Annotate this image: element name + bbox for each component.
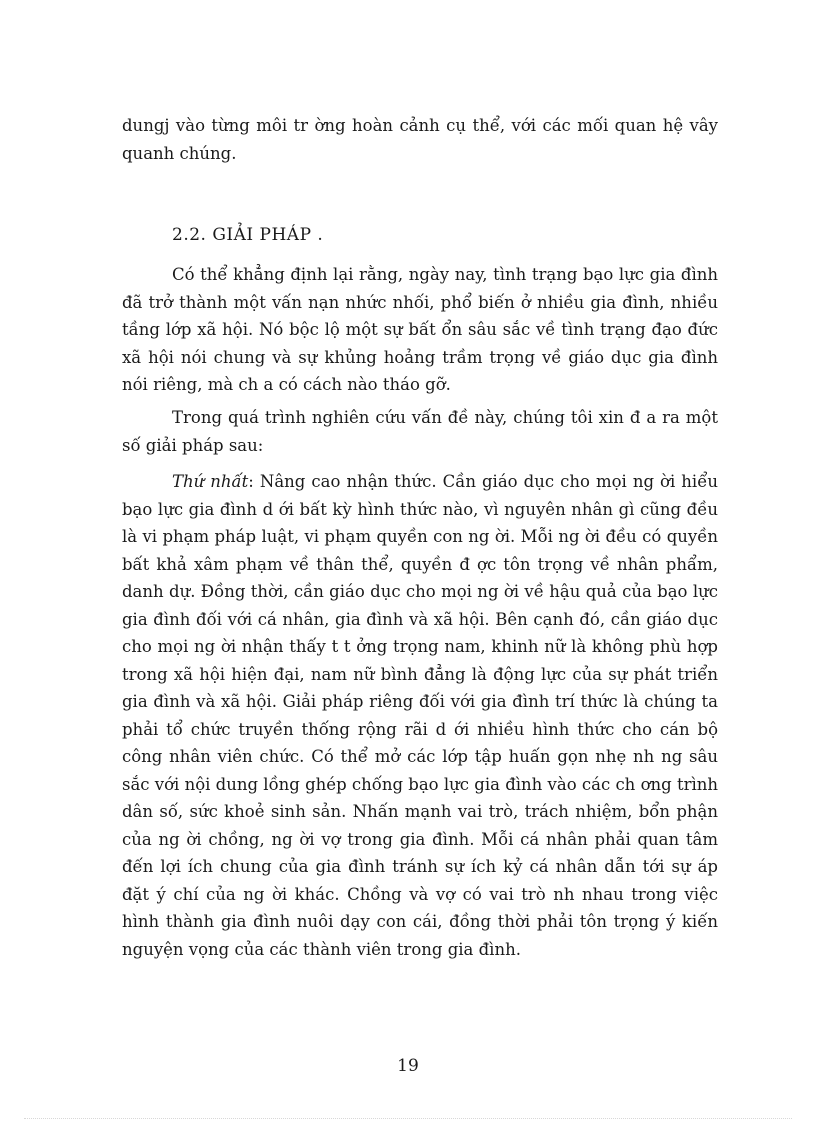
intro-paragraph: dungj vào từng môi tr ờng hoàn cảnh cụ thể, với các mối quan hệ vây quanh chúng.	[122, 116, 718, 163]
paragraph-3-body: : Nâng cao nhận thức. Cần giáo dục cho mọi ng ời hiểu bạo lực gia đình d ới bất kỳ hình thức nào, vì nguyên nhân gì cũng đều là vi phạm pháp luật, vi phạm quyền con ng ời. Mỗi ng ời đều có quyền bất khả xâm phạm về thân thể, quyền đ ợc tôn trọng về nhân phẩm, danh dự. Đồng thời, cần giáo dục cho mọi ng ời về hậu quả của bạo lực gia đình đối với cá nhân, gia đình và xã hội. Bên cạnh đó, cần giáo dục cho mọi ng ời nhận thấy t t ởng trọng nam, khinh nữ là không phù hợp trong xã hội hiện đại, nam nữ bình đẳng là động lực của sự phát triển gia đình và xã hội. Giải pháp riêng đối với gia đình trí thức là chúng ta phải tổ chức truyền thống rộng rãi d ới nhiều hình thức cho cán bộ công nhân viên chức. Có thể mở các lớp tập huấn gọn nhẹ nh ng sâu sắc với nội dung lồng ghép chống bạo lực gia đình vào các ch ơng trình dân số, sức khoẻ sinh sản. Nhấn mạnh vai trò, trách nhiệm, bổn phận của ng ời chồng, ng ời vợ trong gia đình. Mỗi cá nhân phải quan tâm đến lợi ích chung của gia đình tránh sự ích kỷ cá nhân dẫn tới sự áp đặt ý chí của ng ời khác. Chồng và vợ có vai trò nh nhau trong việc hình thành gia đình nuôi dạy con cái, đồng thời phải tôn trọng ý kiến nguyện vọng của các thành viên trong gia đình.	[122, 472, 718, 959]
paragraph-1: Có thể khẳng định lại rằng, ngày nay, tình trạng bạo lực gia đình đã trở thành một vấn nạn nhức nhối, phổ biến ở nhiều gia đình, nhiều tầng lớp xã hội. Nó bộc lộ một sự bất ổn sâu sắc về tình trạng đạo đức xã hội nói chung và sự khủng hoảng trầm trọng về giáo dục gia đình nói riêng, mà ch a có cách nào tháo gỡ.	[122, 265, 718, 394]
paragraph-3-lead: Thứ nhất	[172, 472, 249, 491]
paragraph-3	[122, 468, 718, 963]
paragraph-2: Trong quá trình nghiên cứu vấn đề này, chúng tôi xin đ a ra một số giải pháp sau:	[122, 408, 718, 455]
section-heading: 2.2. GIẢI PHÁP .	[172, 225, 324, 245]
bottom-divider	[24, 1118, 792, 1119]
page-number: 19	[397, 1056, 419, 1076]
